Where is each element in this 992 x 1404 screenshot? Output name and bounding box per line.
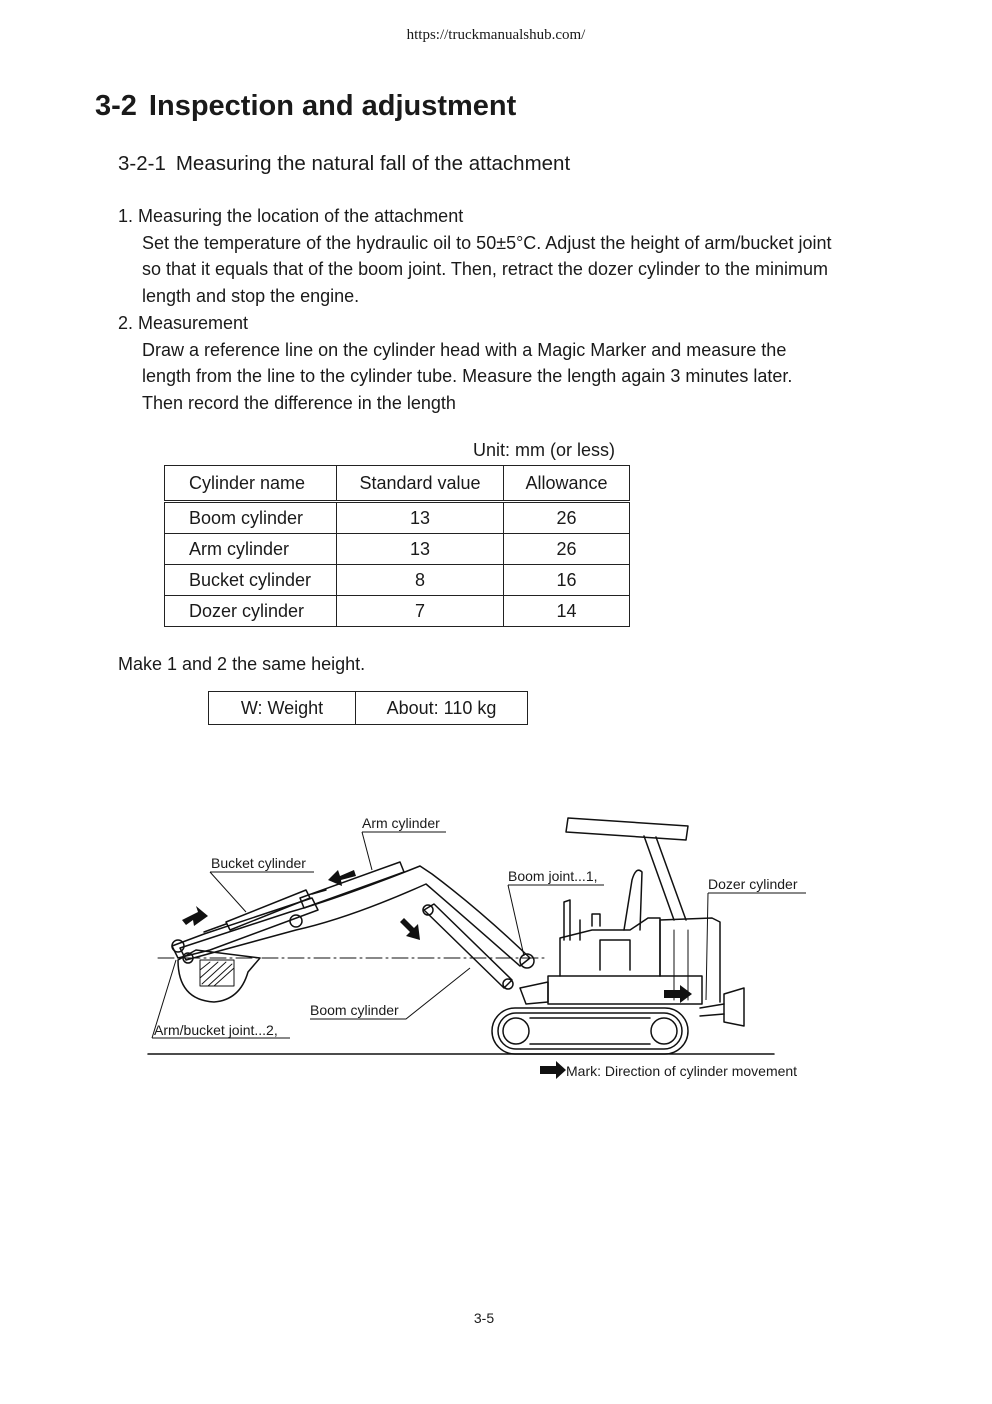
label-boom-joint: Boom joint...1, <box>508 868 598 884</box>
boom-joint-leader <box>508 885 604 956</box>
cell-allowance: 26 <box>504 534 630 565</box>
cell-allowance: 14 <box>504 596 630 627</box>
step-1-title: 1. Measuring the location of the attachment <box>118 206 464 226</box>
subsection-title: Measuring the natural fall of the attachment <box>175 152 571 175</box>
cell-cylinder-name: Boom cylinder <box>165 502 337 534</box>
cell-cylinder-name: Dozer cylinder <box>165 596 337 627</box>
legend-arrow-icon <box>540 1061 566 1079</box>
header-cylinder-name: Cylinder name <box>165 466 337 502</box>
dozer-cylinder-leader <box>706 893 806 1000</box>
boom <box>180 866 534 968</box>
upper-body <box>548 870 720 1004</box>
boom-cylinder-arrow-icon <box>400 918 420 940</box>
cell-standard-value: 7 <box>337 596 504 627</box>
arm-cylinder <box>300 862 404 908</box>
cylinder-spec-table <box>164 465 630 627</box>
crawler-track <box>492 1008 688 1054</box>
label-dozer-cylinder: Dozer cylinder <box>708 876 798 892</box>
step-2-line-2: length from the line to the cylinder tube. Measure the length again 3 minutes later. <box>142 366 793 387</box>
section-number: 3-2 <box>95 90 137 122</box>
unit-label: Unit: mm (or less) <box>473 440 616 460</box>
label-arm-cylinder: Arm cylinder <box>362 815 440 831</box>
step-2 <box>118 310 792 417</box>
label-bucket-cylinder: Bucket cylinder <box>211 855 306 871</box>
weight-value: About: 110 kg <box>356 692 528 725</box>
source-url: https://truckmanualshub.com/ <box>406 27 586 43</box>
legend-text: Mark: Direction of cylinder movement <box>566 1063 798 1079</box>
step-1-line-3: length and stop the engine. <box>142 286 360 307</box>
header-standard-value: Standard value <box>337 466 504 502</box>
cell-standard-value: 8 <box>337 565 504 596</box>
table-row <box>165 502 630 534</box>
weight-label: W: Weight <box>209 692 356 725</box>
cell-standard-value: 13 <box>337 534 504 565</box>
step-1 <box>118 203 831 310</box>
swing-bracket <box>520 982 548 1004</box>
cell-allowance: 16 <box>504 565 630 596</box>
cell-cylinder-name: Bucket cylinder <box>165 565 337 596</box>
section-title: Inspection and adjustment <box>148 90 517 122</box>
table-row <box>165 534 630 565</box>
weight-table <box>208 691 528 725</box>
cell-standard-value: 13 <box>337 502 504 534</box>
weight-row <box>209 692 528 725</box>
cell-allowance: 26 <box>504 502 630 534</box>
step-1-line-1: Set the temperature of the hydraulic oil to 50±5°C. Adjust the height of arm/bucket joint <box>142 232 832 253</box>
step-2-line-1: Draw a reference line on the cylinder head with a Magic Marker and measure the <box>142 339 787 360</box>
arm <box>172 898 318 958</box>
label-boom-cylinder: Boom cylinder <box>310 1002 399 1018</box>
height-note: Make 1 and 2 the same height. <box>118 654 366 674</box>
page-number: 3-5 <box>473 1310 495 1326</box>
table-header-row <box>165 466 630 502</box>
excavator-diagram <box>0 790 992 1090</box>
arm-cylinder-leader <box>362 832 446 870</box>
step-1-line-2: so that it equals that of the boom joint. Then, retract the dozer cylinder to the minimum <box>142 259 829 280</box>
table-row <box>165 565 630 596</box>
bucket-cylinder-leader <box>210 872 314 912</box>
header-allowance: Allowance <box>504 466 630 502</box>
label-arm-bucket-joint: Arm/bucket joint...2, <box>154 1022 278 1038</box>
bucket-cylinder-arrow-icon <box>182 906 208 926</box>
subsection-heading <box>118 152 570 176</box>
step-2-line-3: Then record the difference in the length <box>142 393 456 414</box>
boom-cylinder <box>423 904 513 989</box>
table-row <box>165 596 630 627</box>
bucket <box>172 940 260 1002</box>
subsection-number: 3-2-1 <box>118 152 166 175</box>
cell-cylinder-name: Arm cylinder <box>165 534 337 565</box>
step-2-title: 2. Measurement <box>118 313 249 333</box>
section-heading <box>95 90 516 123</box>
